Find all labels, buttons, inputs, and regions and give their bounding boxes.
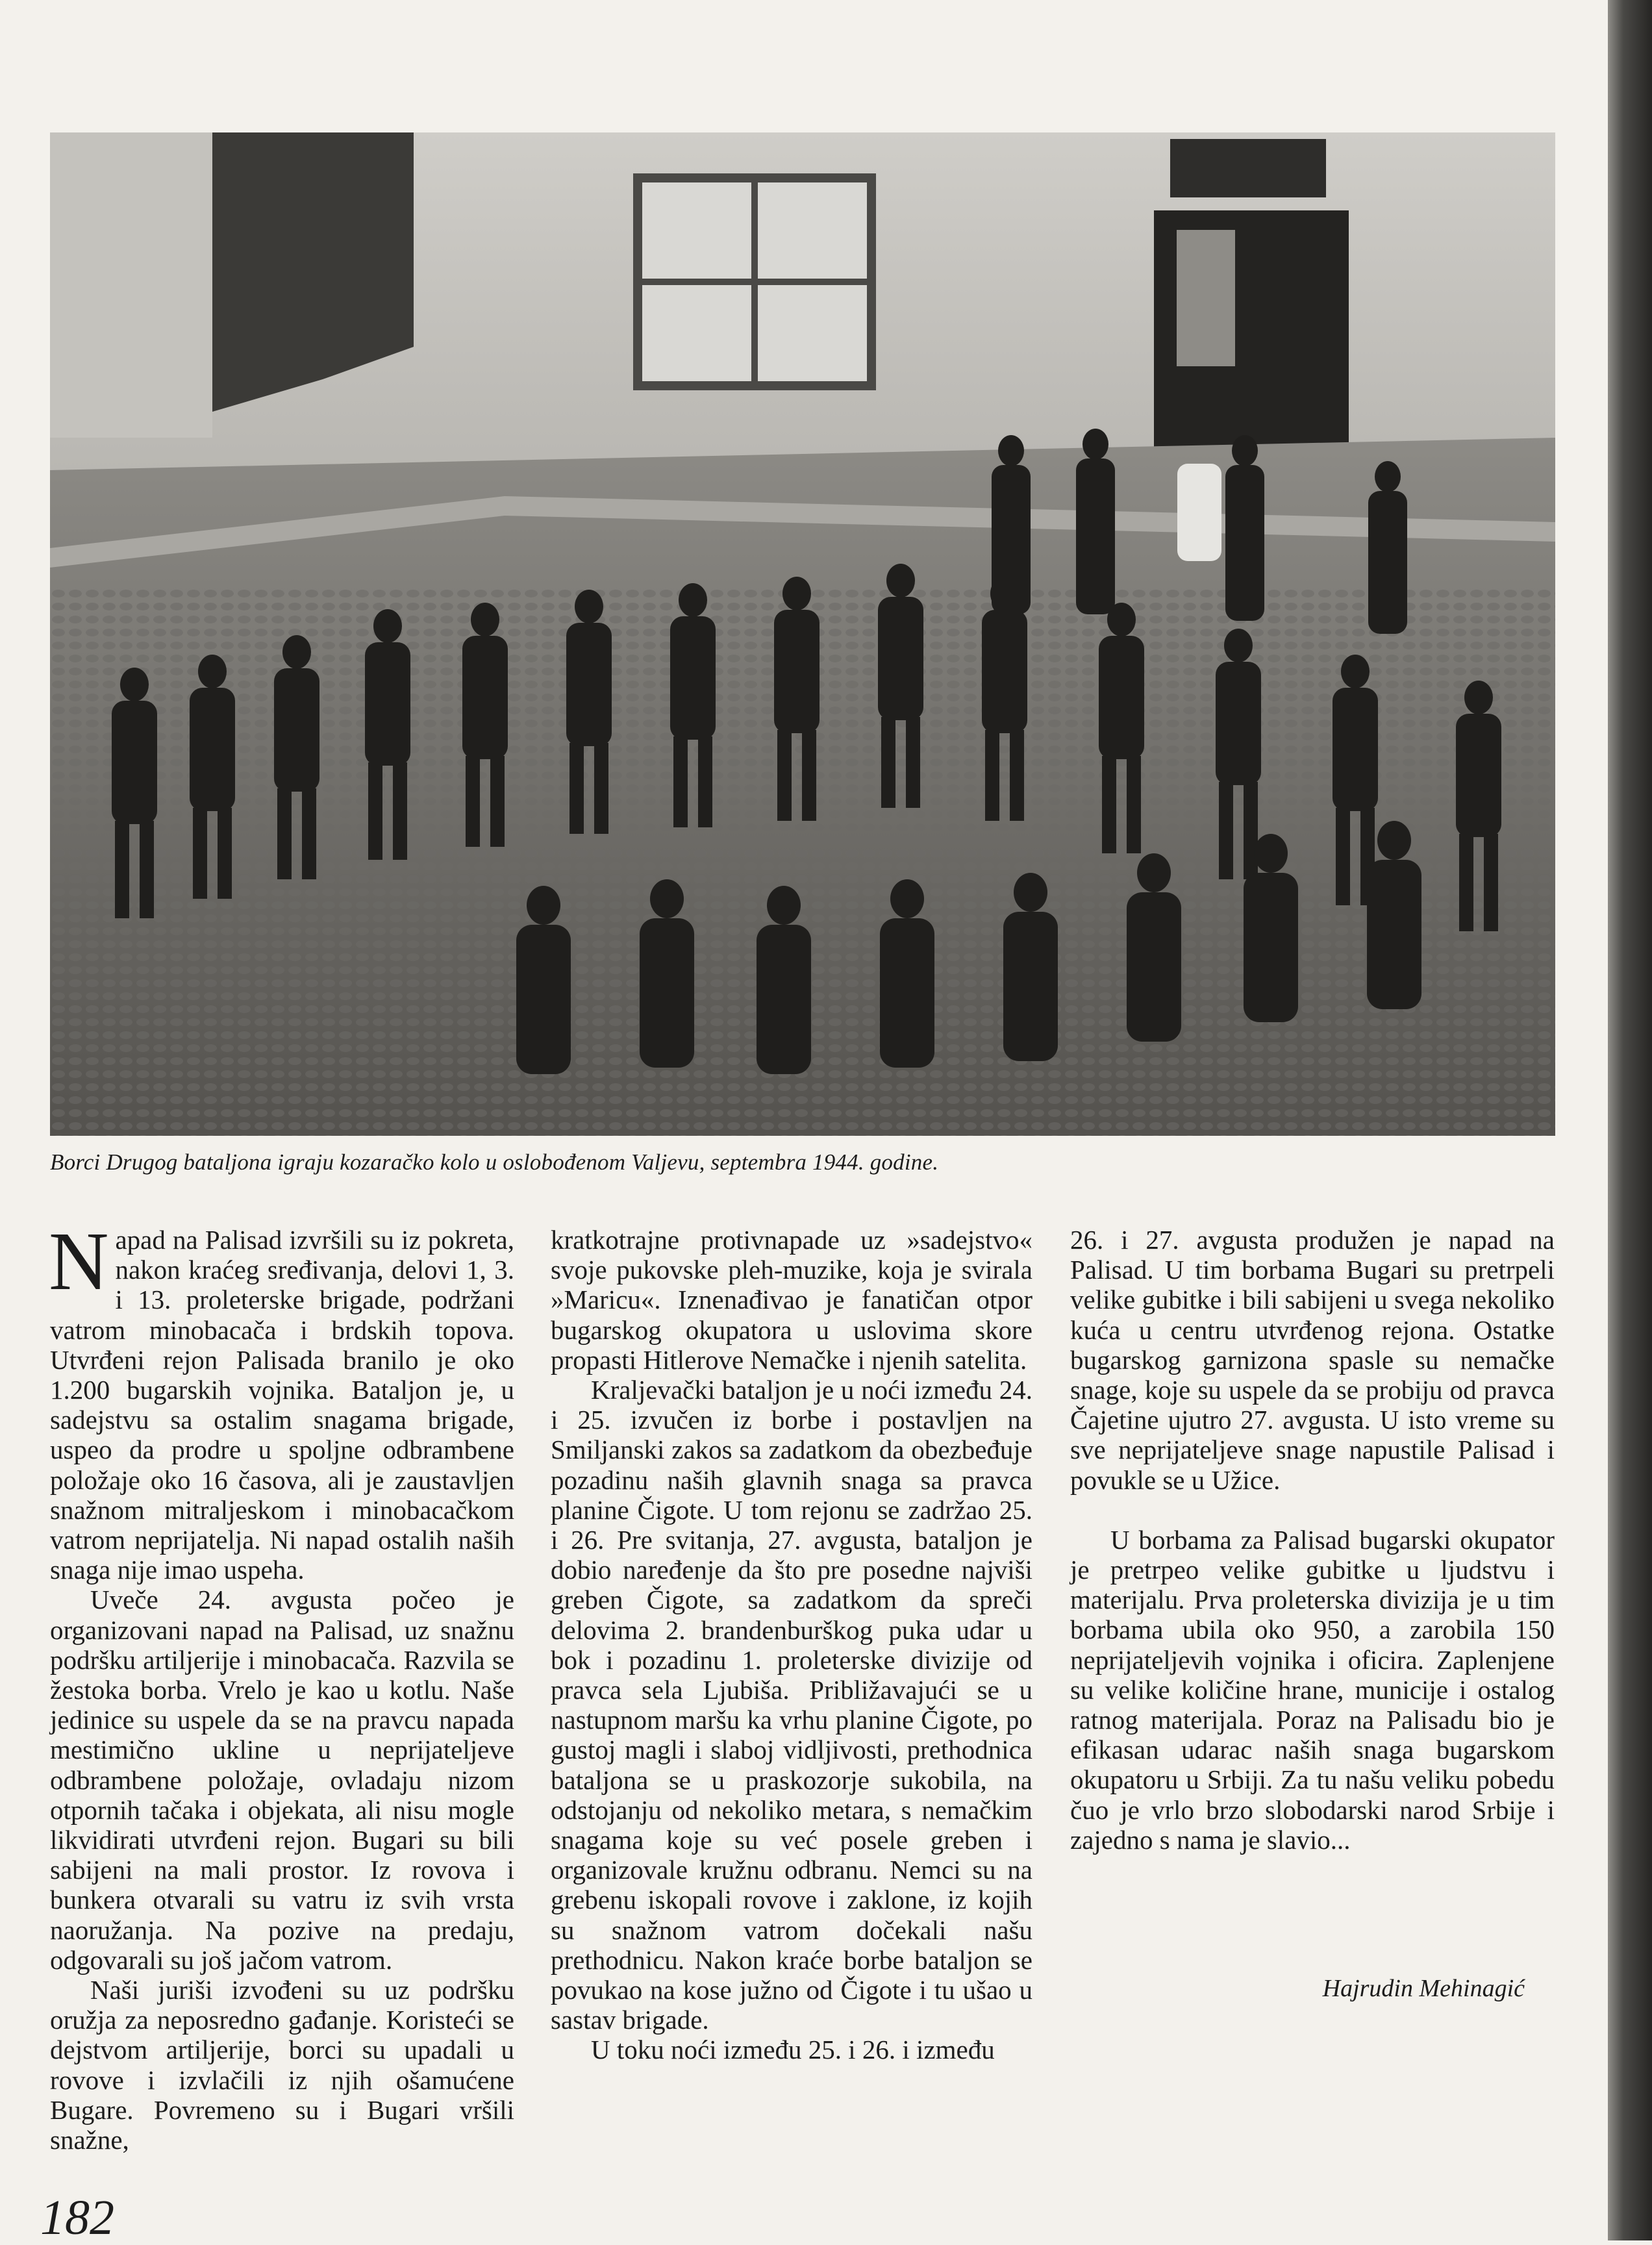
author-signature: Hajrudin Mehinagić — [1322, 1975, 1525, 2002]
paragraph: kratkotrajne protivnapade uz »sadejstvo« svoje pukovske pleh-muzike, koja je svirala »Maricu«. Iznenađivao je fanatičan otpor bugarskog okupatora u uslovima skore propasti Hitlerove Nemačke i njenih satelita. — [551, 1225, 1032, 1375]
paragraph: Naši juriši izvođeni su uz podršku oružja za neposredno gađanje. Koristeći se dejstvom artiljerije, borci su upadali u rovove i izvlačili iz njih ošamućene Bugare. Povremeno su i Bugari vršili snažne, — [50, 1975, 514, 2155]
paragraph: Uveče 24. avgusta počeo je organizovani napad na Palisad, uz snažnu podršku artiljerije i minobacača. Razvila se žestoka borba. Vrelo je kao u kotlu. Naše jedinice su uspele da se na pravcu napada mestimično ukline u neprijateljeve odbrambene položaje, ovladaju nizom otpornih tačaka i objekata, ali nisu mogle likvidirati utvrđeni rejon. Bugari su bili sabijeni na mali prostor. Iz rovova i bunkera otvarali su vatru iz svih vrsta naoružanja. Na pozive na predaju, odgovarali su još jačom vatrom. — [50, 1585, 514, 1975]
photo-caption: Borci Drugog bataljona igraju kozaračko kolo u oslobođenom Valjevu, septembra 1944. godine. — [50, 1149, 939, 1175]
text-column-1 — [49, 1215, 514, 2155]
paragraph: U toku noći između 25. i 26. i između — [591, 2035, 995, 2065]
text-column-3 — [1070, 1225, 1555, 1855]
page-gutter-shadow — [1608, 0, 1652, 2240]
page-number: 182 — [40, 2190, 114, 2245]
drop-cap: N — [49, 1215, 109, 1307]
paragraph — [49, 1215, 514, 1585]
paragraph: Kraljevački bataljon je u noći između 24. i 25. izvučen iz borbe i postavljen na Smiljanski zakos sa zadatkom da obezbeđuje pozadinu naših glavnih snaga sa pravca planine Čigote. U tom rejonu se zadržao 25. i 26. Pre svitanja, 27. avgusta, bataljon je dobio naređenje da što pre posedne najviši greben Čigote, sa zadatkom da spreči delovima 2. brandenburškog puka udar u bok i pozadinu 1. proleterske divizije od pravca sela Ljubiša. Približavajući se u nastupnom maršu ka vrhu planine Čigote, po gustoj magli i slaboj vidljivosti, prethodnica bataljona se u praskozorje sukobila, na odstojanju od nekoliko metara, s nemačkim snagama koje su već posele greben i organizovale kružnu odbranu. Nemci su na grebenu iskopali rovove i zaklone, iz kojih su snažnom vatrom dočekali našu prethodnicu. Nakon kraće borbe bataljon se povukao na kose južno od Čigote i tu ušao u sastav brigade. — [551, 1375, 1032, 2035]
paragraph-text: apad na Palisad izvršili su iz pokreta, nakon kraćeg sređivanja, delovi 1, 3. i 13. proleterske brigade, podržani vatrom minobacača i brdskih topova. Utvrđeni rejon Palisada branilo je oko 1.200 bugarskih vojnika. Bataljon je, u sadejstvu sa ostalim snagama brigade, uspeo da prodre u spoljne odbrambene položaje oko 16 časova, ali je zaustavljen snažnom mitraljeskom i minobacačkom vatrom neprijatelja. Ni napad ostalih naših snaga nije imao uspeha. — [50, 1225, 514, 1585]
photograph-kolo-dance — [50, 132, 1555, 1136]
paragraph: U borbama za Palisad bugarski okupator je pretrpeo velike gubitke u ljudstvu i materijalu. Prva proleterska divizija je u tim borbama ubila oko 950, a zarobila 150 neprijateljevih vojnika i oficira. Zaplenjene su velike količine hrane, municije i ostalog ratnog materijala. Poraz na Palisadu bio je efikasan udarac naših snaga bugarskom okupatoru u Srbiji. Za tu našu veliku pobedu čuo je vrlo brzo slobodarski narod Srbije i zajedno s nama je slavio... — [1070, 1524, 1555, 1855]
text-column-2 — [551, 1225, 1032, 2065]
paragraph: 26. i 27. avgusta produžen je napad na Palisad. U tim borbama Bugari su pretrpeli velike gubitke i bili sabijeni u svega nekoliko kuća u centru utvrđenog rejona. Ostatke bugarskog garnizona spasle su nemačke snage, koje su uspele da se probiju od pravca Čajetine ujutro 27. avgusta. U isto vreme su sve neprijateljeve snage napustile Palisad i povukle se u Užice. — [1070, 1225, 1555, 1495]
